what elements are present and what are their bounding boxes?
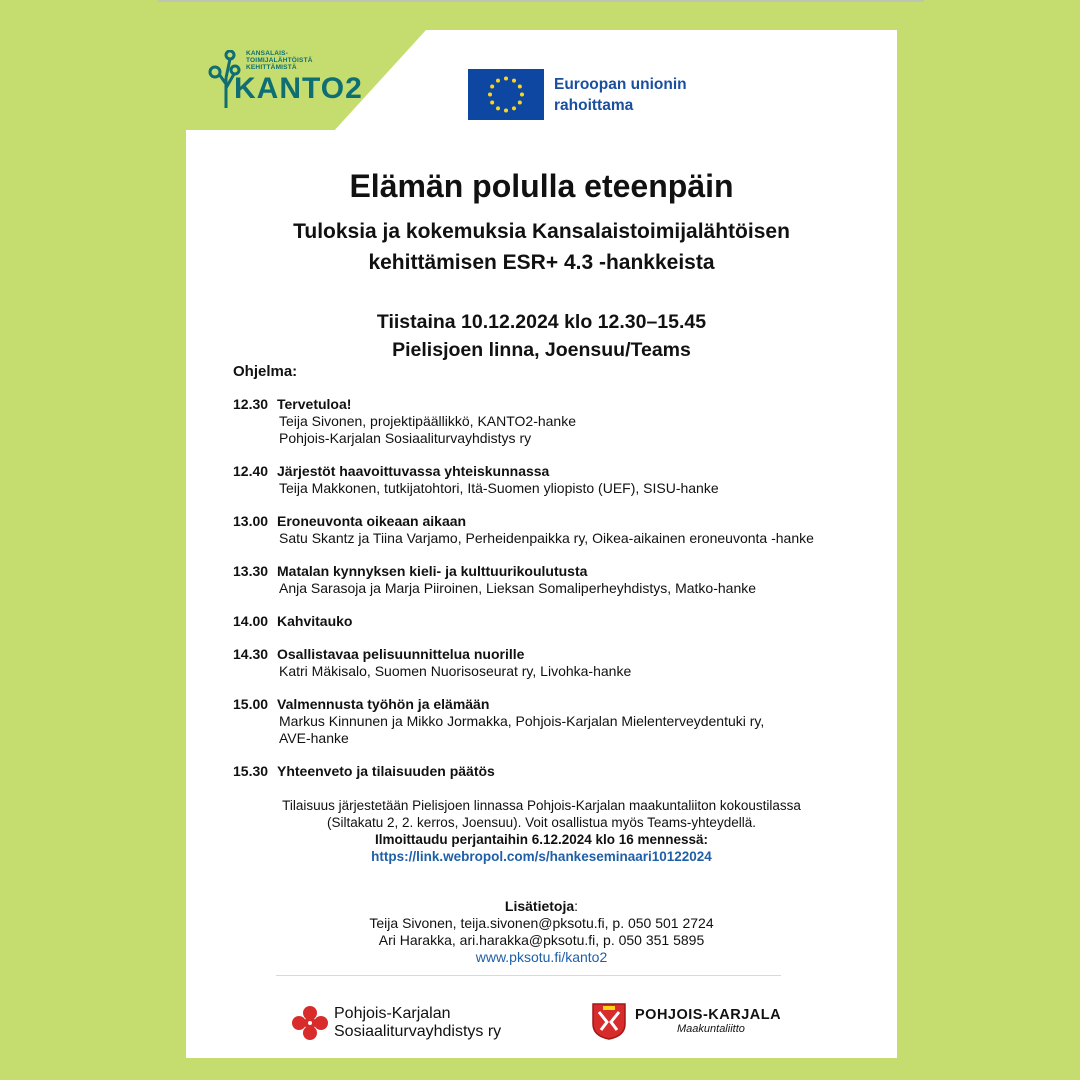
program-item: 15.30 Yhteenveto ja tilaisuuden päätös	[233, 763, 495, 779]
program-item: 14.30 Osallistavaa pelisuunnittelua nuorille Katri Mäkisalo, Suomen Nuorisoseurat ry, Livohka-hanke	[233, 646, 632, 679]
eu-star	[520, 93, 524, 97]
program-item: 12.30 Tervetuloa! Teija Sivonen, projektipäällikkö, KANTO2-hanke Pohjois-Karjalan Sosiaaliturvayhdistys ry	[233, 396, 577, 446]
program-item: 14.00 Kahvitauko	[233, 613, 353, 629]
registration-deadline: Ilmoittaudu perjantaihin 6.12.2024 klo 16 mennessä:	[374, 832, 709, 847]
poster-sheet	[186, 30, 897, 1058]
kanto2-wordmark: KANTO2	[234, 72, 363, 105]
eu-star	[496, 106, 500, 110]
registration-link[interactable]: https://link.webropol.com/s/hankeseminaari10122024	[371, 849, 712, 864]
event-info: Tilaisuus järjestetään Pielisjoen linnassa Pohjois-Karjalan maakuntaliiton kokoustilassa (Siltakatu 2, 2. kerros, Joensuu). Voit osallistua myös Teams-yhteydellä. Ilmoittaudu perjantaihin 6.12.2024 klo 16 mennessä: https://link.webropol.com/s/hankeseminaari10122024	[186, 797, 897, 865]
contact-teija: Teija Sivonen, teija.sivonen@pksotu.fi, p. 050 501 2724	[369, 915, 714, 931]
contact-heading: Lisätietoja	[504, 898, 575, 914]
red-heart-cross-icon	[292, 1006, 328, 1040]
kanto2-tagline: KANSALAIS- TOIMIJALÄHTÖISTÄ KEHITTÄMISTÄ	[246, 50, 313, 71]
page-title: Elämän polulla eteenpäin	[349, 168, 734, 204]
eu-star	[488, 93, 492, 97]
eu-star	[490, 85, 494, 89]
website-link[interactable]: www.pksotu.fi/kanto2	[475, 949, 608, 965]
eu-star	[504, 109, 508, 113]
program-item: 13.30 Matalan kynnyksen kieli- ja kulttuurikoulutusta Anja Sarasoja ja Marja Piiroinen, Lieksan Somaliperheyhdistys, Matko-hanke	[233, 563, 757, 596]
program-item: 12.40 Järjestöt haavoittuvassa yhteiskunnassa Teija Makkonen, tutkijatohtori, Itä-Suomen yliopisto (UEF), SISU-hanke	[233, 463, 719, 496]
eu-star	[490, 101, 494, 105]
pohjois-karjala-text: POHJOIS-KARJALA Maakuntaliitto	[635, 1007, 782, 1035]
page-subtitle: Tuloksia ja kokemuksia Kansalaistoimijalähtöisen kehittämisen ESR+ 4.3 -hankkeista	[293, 220, 790, 274]
eu-star	[504, 77, 508, 81]
kanto2-logo	[206, 50, 363, 120]
eu-star	[512, 79, 516, 83]
eu-star	[512, 106, 516, 110]
event-date-place	[186, 308, 897, 364]
pohjois-karjala-logo	[591, 1002, 781, 1040]
event-date: Tiistaina 10.12.2024 klo 12.30–15.45	[376, 311, 707, 333]
contact-ari: Ari Harakka, ari.harakka@pksotu.fi, p. 050 351 5895	[378, 932, 705, 948]
eu-star	[518, 101, 522, 105]
program-heading: Ohjelma:	[233, 363, 298, 380]
eu-flag-icon	[468, 69, 544, 120]
eu-star	[496, 79, 500, 83]
eu-funding-logo	[468, 69, 687, 120]
contact-info: Lisätietoja: Teija Sivonen, teija.sivonen@pksotu.fi, p. 050 501 2724 Ari Harakka, ari.harakka@pksotu.fi, p. 050 351 5895 www.pksotu.fi/kanto2	[186, 898, 897, 966]
program-item: 15.00 Valmennusta työhön ja elämään Markus Kinnunen ja Mikko Jormakka, Pohjois-Karjalan Mielenterveydentuki ry, AVE-hanke	[233, 696, 765, 746]
program-list	[233, 396, 873, 780]
top-border-line	[158, 0, 924, 2]
coat-of-arms-icon	[591, 1002, 627, 1040]
eu-star	[518, 85, 522, 89]
event-place: Pielisjoen linna, Joensuu/Teams	[392, 339, 691, 361]
pksotu-logo	[292, 1005, 501, 1041]
footer-divider	[276, 975, 781, 976]
eu-funding-text: Euroopan unionin rahoittama	[554, 75, 687, 114]
program-item: 13.00 Eroneuvonta oikeaan aikaan Satu Skantz ja Tiina Varjamo, Perheidenpaikka ry, Oikea-aikainen eroneuvonta -hanke	[233, 513, 814, 546]
pksotu-name: Pohjois-Karjalan Sosiaaliturvayhdistys ry	[334, 1005, 502, 1040]
